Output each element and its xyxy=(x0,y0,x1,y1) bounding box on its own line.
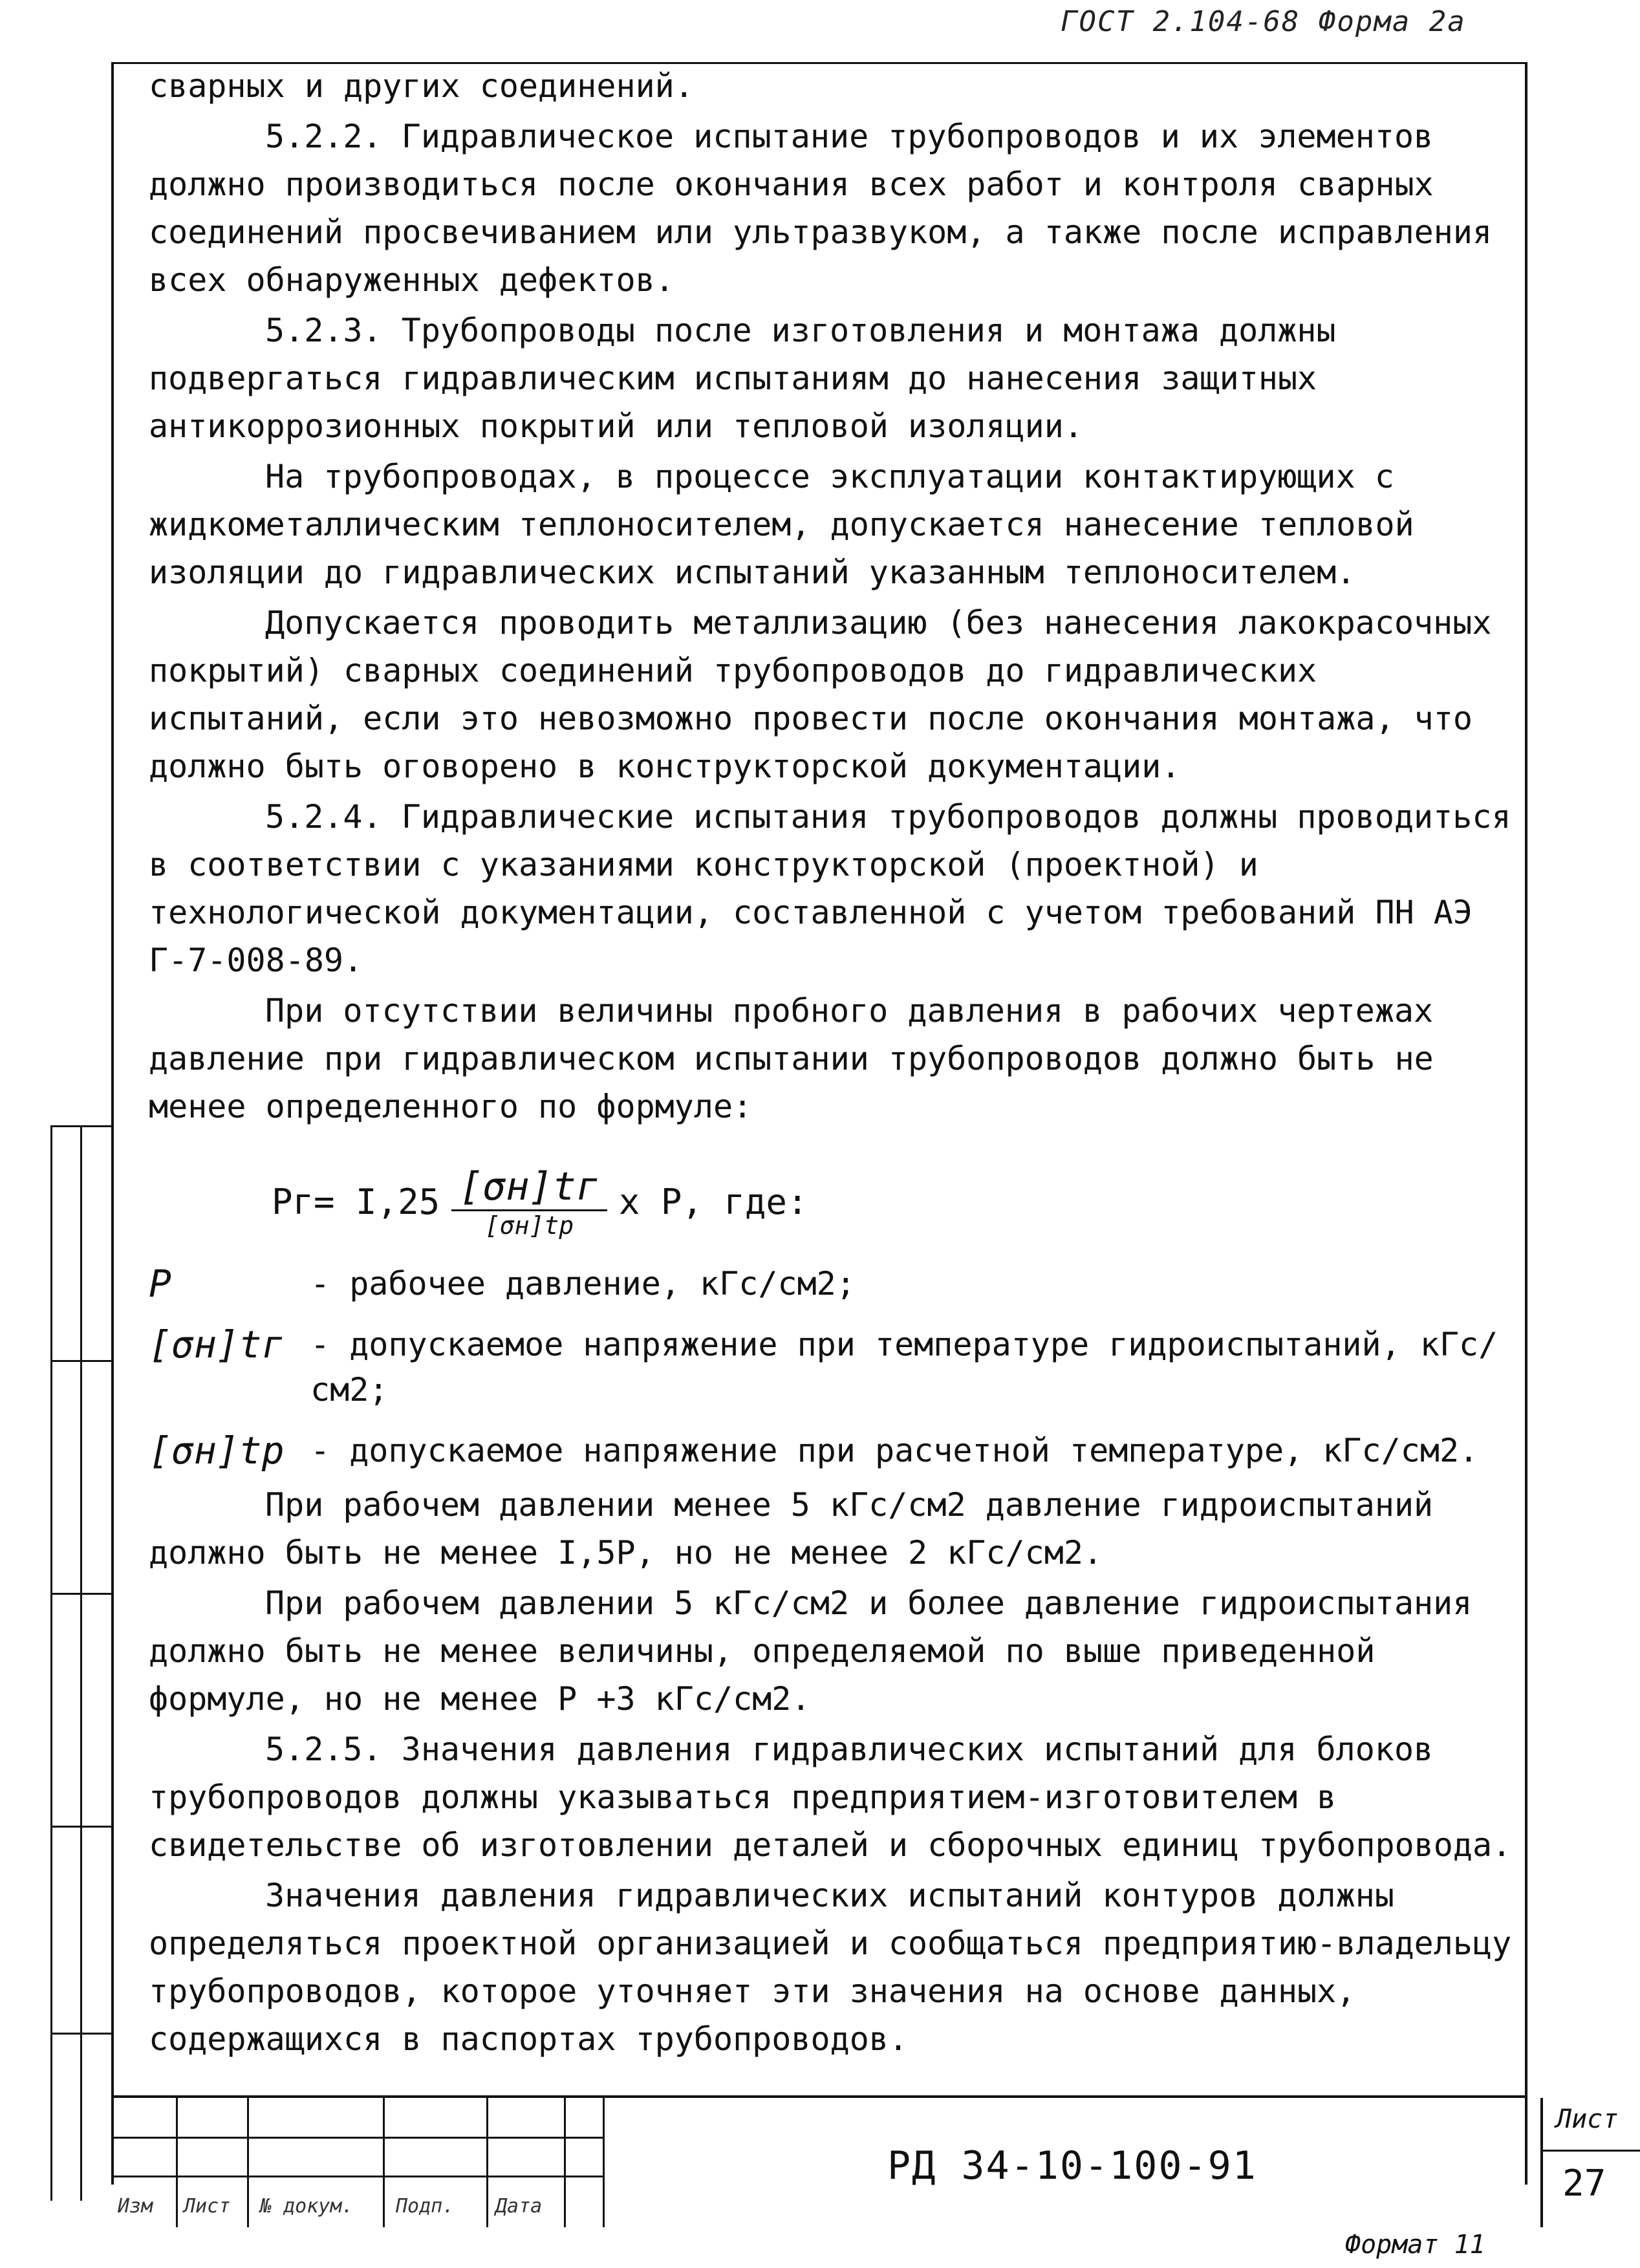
paragraph-contours: Значения давления гидравлических испытаний контуров должны определяться проектной организацией и сообщаться предприятию-владельцу трубопроводов, которое уточняет эти значения на основе данных, содержащихся в паспортах трубопроводов. xyxy=(149,1877,1512,2058)
paragraph-5-2-2: 5.2.2. Гидравлическое испытание трубопроводов и их элементов должно производиться после окончания всех работ и контроля сварных соединений просвечиванием или ультразвуком, а также после исправления всех обнаруженных дефектов. xyxy=(149,118,1493,299)
definition-row xyxy=(149,1261,1513,1306)
paragraph-test-pressure: При отсутствии величины пробного давления в рабочих чертежах давление при гидравлическом испытании трубопроводов должно быть не менее определенного по формуле: xyxy=(149,992,1434,1125)
paragraph-0: сварных и других соединений. xyxy=(149,67,694,105)
formula-numerator: [σн]tг xyxy=(451,1164,607,1211)
definition-symbol: P xyxy=(149,1262,171,1306)
formula-fraction xyxy=(451,1164,607,1240)
definition-text: - допускаемое напряжение при температуре гидроиспытаний, кГс/см2; xyxy=(310,1326,1498,1409)
strip-divider xyxy=(50,1593,111,1595)
paragraph-5-2-3: 5.2.3. Трубопроводы после изготовления и монтажа должны подвергаться гидравлическим испытаниям до нанесения защитных антикоррозионных покрытий или тепловой изоляции. xyxy=(149,312,1336,445)
paragraph-metallization: Допускается проводить металлизацию (без нанесения лакокрасочных покрытий) сварных соединений трубопроводов до гидравлических испытаний, если это невозможно провести после окончания монтажа, что должно быть оговорено в конструкторской документации. xyxy=(149,604,1492,785)
grid-line xyxy=(383,2098,385,2227)
formula-lhs: Pг= I,25 xyxy=(272,1182,440,1222)
left-margin-stamp xyxy=(50,1125,111,2201)
label-sheet: Лист xyxy=(184,2195,231,2218)
grid-line xyxy=(111,2137,603,2139)
document-body-continued xyxy=(149,1481,1513,2066)
format-label: Формат 11 xyxy=(1345,2230,1485,2260)
strip-divider xyxy=(50,1127,52,2201)
formula-rhs: x P, где: xyxy=(618,1182,808,1222)
sheet-box xyxy=(1540,2098,1640,2227)
grid-line xyxy=(486,2098,488,2227)
definition-text: - рабочее давление, кГс/см2; xyxy=(310,1265,856,1302)
strip-divider xyxy=(50,2033,111,2035)
grid-line xyxy=(111,2176,603,2177)
sheet-divider xyxy=(1543,2150,1640,2152)
label-date: Дата xyxy=(495,2195,543,2218)
grid-line xyxy=(247,2098,249,2227)
title-block xyxy=(111,2095,1619,2227)
paragraph-high-pressure: При рабочем давлении 5 кГс/см2 и более давление гидроиспытания должно быть не менее величины, определяемой по выше приведенной формуле, но не менее P +3 кГс/см2. xyxy=(149,1584,1473,1718)
definition-row xyxy=(149,1322,1513,1412)
grid-line xyxy=(603,2098,605,2227)
grid-line xyxy=(564,2098,566,2227)
definition-symbol: [σн]tр xyxy=(149,1429,285,1473)
document-number: РД 34-10-100-91 xyxy=(887,2143,1257,2188)
definition-row xyxy=(149,1428,1513,1473)
strip-divider xyxy=(80,1127,82,2201)
document-body xyxy=(149,62,1513,1133)
label-doc-no: № докум. xyxy=(260,2195,354,2218)
formula-denominator: [σн]tр xyxy=(484,1211,574,1240)
top-header-code: ГОСТ 2.104-68 Форма 2а xyxy=(1061,5,1466,38)
paragraph-low-pressure: При рабочем давлении менее 5 кГс/см2 давление гидроиспытаний должно быть не менее I,5P, но не менее 2 кГс/см2. xyxy=(149,1486,1434,1571)
paragraph-5-2-4: 5.2.4. Гидравлические испытания трубопроводов должны проводиться в соответствии с указаниями конструкторской (проектной) и технологической документации, составленной с учетом требований ПН АЭ Г-7-008-89. xyxy=(149,798,1511,979)
sheet-label: Лист xyxy=(1556,2104,1619,2134)
title-block-grid xyxy=(111,2098,603,2227)
definition-text: - допускаемое напряжение при расчетной температуре, кГс/см2. xyxy=(310,1432,1479,1469)
pressure-formula xyxy=(272,1164,808,1240)
paragraph-liquid-metal: На трубопроводах, в процессе эксплуатации контактирующих с жидкометаллическим теплоносителем, допускается нанесение тепловой изоляции до гидравлических испытаний указанным теплоносителем. xyxy=(149,458,1414,591)
definition-symbol: [σн]tг xyxy=(149,1323,285,1366)
strip-divider xyxy=(50,1826,111,1828)
sheet-number: 27 xyxy=(1562,2163,1606,2205)
formula-definitions xyxy=(149,1261,1513,1489)
grid-line xyxy=(176,2098,178,2227)
paragraph-5-2-5: 5.2.5. Значения давления гидравлических испытаний для блоков трубопроводов должны указываться предприятием-изготовителем в свидетельстве об изготовлении деталей и сборочных единиц трубопровода. xyxy=(149,1731,1512,1864)
label-change: Изм xyxy=(118,2195,153,2218)
strip-divider xyxy=(50,1360,111,1362)
label-signature: Подп. xyxy=(396,2195,455,2218)
